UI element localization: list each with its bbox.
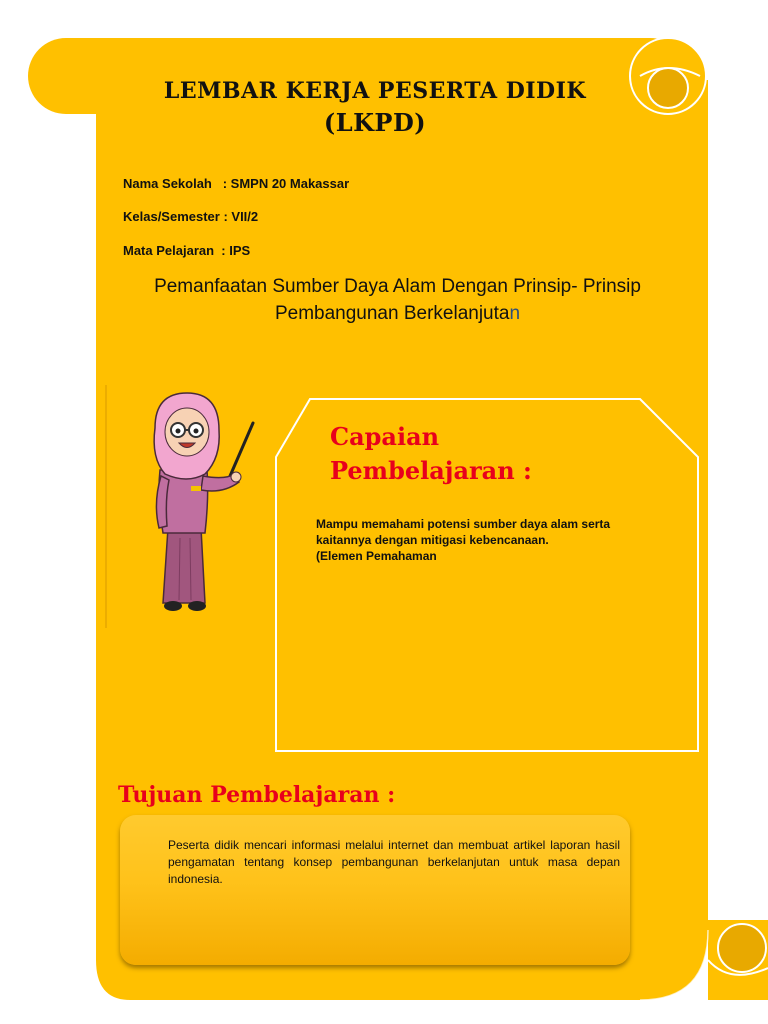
learning-objective-text: Peserta didik mencari informasi melalui internet dan membuat artikel laporan hasil pengamatan tentang konsep pembangunan berkelanjutan untuk masa depan indonesia. <box>168 838 620 886</box>
teacher-illustration <box>135 388 270 618</box>
document-subtitle: (LKPD) <box>323 108 427 137</box>
learning-outcome-heading: Capaian Pembelajaran : <box>330 422 532 485</box>
class-semester: Kelas/Semester : VII/2 <box>123 209 259 224</box>
topic-line-1: Pemanfaatan Sumber Daya Alam Dengan Prinsip- Prinsip <box>154 276 641 297</box>
learning-objective-box <box>120 815 630 965</box>
topic-line-2-last-letter: n <box>509 303 521 324</box>
topic-line-2: Pembangunan Berkelanjuta <box>274 303 510 324</box>
document-title: LEMBAR KERJA PESERTA DIDIK <box>163 78 587 104</box>
lesson-topic <box>100 273 695 327</box>
school-name: Nama Sekolah : SMPN 20 Makassar <box>123 176 350 191</box>
learning-outcome-text: Mampu memahami potensi sumber daya alam serta kaitannya dengan mitigasi kebencanaan. (Elemen Pemahaman <box>316 517 611 563</box>
learning-objective-heading: Tujuan Pembelajaran : <box>118 782 396 808</box>
subject-name: Mata Pelajaran : IPS <box>123 243 251 258</box>
